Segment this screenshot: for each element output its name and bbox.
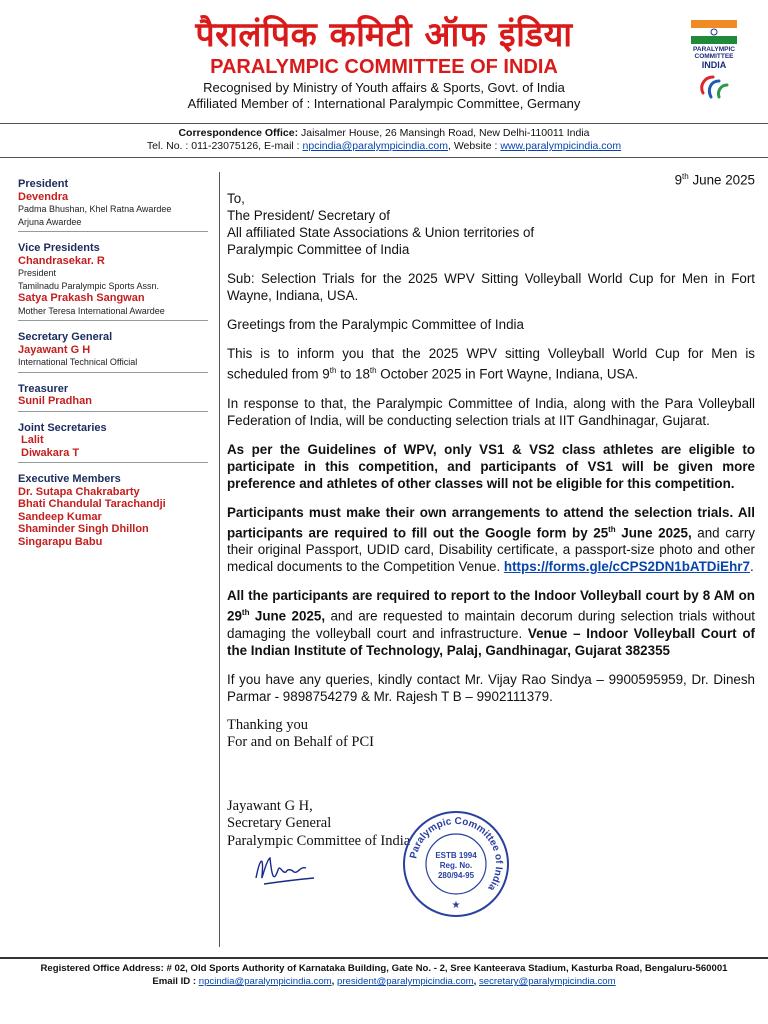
sidebar-divider <box>18 372 208 373</box>
executive-member: Singarapu Babu <box>18 535 103 548</box>
joint-secretary-name-1: Lalit <box>21 434 44 446</box>
sidebar-divider <box>18 320 208 321</box>
sidebar-divider <box>18 411 208 412</box>
paragraph-reporting: All the participants are required to report to the Indoor Volleyball court by 8 AM on 29th June 2025, and are requested to maintain decorum during selection trials without damaging the volleyball court and infrastructure. Venue – Indoor Volleyball Court of the Indian Institute of Technology, Palaj, Gandhinagar, Gujarat 382355 <box>227 588 755 658</box>
seal-reg: Reg. No. <box>439 861 473 870</box>
paragraph-schedule: This is to inform you that the 2025 WPV sitting Volleyball World Cup for Men is scheduled from 9th to 18th October 2025 in Fort Wayne, Indiana, USA. <box>227 346 755 382</box>
president-name: Devendra <box>18 190 69 203</box>
executive-member: Sandeep Kumar <box>18 510 102 523</box>
header-divider <box>0 123 768 124</box>
vice-president-1-role: President <box>18 268 57 278</box>
correspondence-address <box>0 127 768 140</box>
vice-president-name-1: Chandrasekar. R <box>18 254 105 267</box>
affiliation-line: Affiliated Member of : International Paralympic Committee, Germany <box>187 96 581 111</box>
secretary-general-name: Jayawant G H <box>18 343 91 356</box>
joint-secretaries-heading: Joint Secretaries <box>18 421 107 434</box>
venue-text: Venue – Indoor Volleyball Court of the Indian Institute of Technology, Palaj, Gandhinagar, Gujarat 382355 <box>227 625 755 658</box>
footer-email-link-1[interactable]: npcindia@paralympicindia.com <box>198 976 332 987</box>
executive-members-heading: Executive Members <box>18 473 121 485</box>
correspondence-contact <box>0 140 768 153</box>
footer-email-link-3[interactable]: secretary@paralympicindia.com <box>479 976 616 987</box>
president-heading: President <box>18 178 69 190</box>
paragraph-eligibility: As per the Guidelines of WPV, only VS1 & VS2 class athletes are eligible to participate in this competition, and participants of VS1 will be given more preference and athletes of other classes will not be eligible for this competition. <box>227 441 755 491</box>
recognition-line: Recognised by Ministry of Youth affairs & Sports, Govt. of India <box>203 80 565 95</box>
header-title-hindi: पैरालंपिक कमिटी ऑफ इंडिया <box>195 15 573 55</box>
executive-member: Dr. Sutapa Chakrabarty <box>18 485 140 498</box>
signatory-org: Paralympic Committee of India <box>227 832 411 849</box>
office-bearers-sidebar <box>18 178 214 558</box>
website-link[interactable]: www.paralympicindia.com <box>500 140 622 152</box>
recipient-line-2: All affiliated State Associations & Union territories of <box>227 225 535 241</box>
secretary-general-heading: Secretary General <box>18 331 113 343</box>
seal-ring-text: Paralympic Committee of India <box>408 815 505 893</box>
recipient-line-1: The President/ Secretary of <box>227 208 390 224</box>
closing-behalf: For and on Behalf of PCI <box>227 734 374 751</box>
seal-estb: ESTB 1994 <box>435 851 477 860</box>
correspondence-address-text: Jaisalmer House, 26 Mansingh Road, New Delhi-110011 India <box>298 127 590 139</box>
subject-line: Sub: Selection Trials for the 2025 WPV Sitting Volleyball World Cup for Men in Fort Wayne, Indiana, USA. <box>227 271 755 304</box>
agitos-icon <box>697 73 731 99</box>
footer <box>0 962 768 988</box>
recipient-block <box>227 190 755 258</box>
letter-date: 9th June 2025 <box>674 172 755 188</box>
footer-divider <box>0 957 768 959</box>
signatory-name: Jayawant G H, <box>227 797 313 814</box>
footer-emails: Email ID : npcindia@paralympicindia.com, president@paralympicindia.com, secretary@paralympicindia.com <box>152 976 616 987</box>
seal-star-icon: ★ <box>451 900 461 911</box>
secretary-general-role: International Technical Official <box>18 357 138 367</box>
signature-image <box>248 848 328 893</box>
correspondence-divider <box>0 157 768 158</box>
correspondence-label: Correspondence Office: <box>178 127 299 139</box>
tel-text: Tel. No. : 011-23075126, E-mail : <box>146 140 303 152</box>
email-link[interactable]: npcindia@paralympicindia.com <box>302 140 448 152</box>
president-award-1: Padma Bhushan, Khel Ratna Awardee <box>18 204 172 214</box>
sidebar-divider <box>18 462 208 463</box>
greeting: Greetings from the Paralympic Committee of India <box>227 317 524 333</box>
india-flag-icon <box>691 20 737 44</box>
president-award-2: Arjuna Awardee <box>18 216 82 227</box>
vice-president-name-2: Satya Prakash Sangwan <box>18 292 145 304</box>
logo-text-3: INDIA <box>701 60 727 70</box>
signatory-title: Secretary General <box>227 815 332 832</box>
treasurer-name: Sunil Pradhan <box>18 395 92 407</box>
letter-body <box>227 168 755 850</box>
header-title: PARALYMPIC COMMITTEE OF INDIA <box>210 56 558 78</box>
logo-text-1: PARALYMPIC <box>693 46 735 53</box>
website-label: , Website : <box>448 140 501 152</box>
treasurer-heading: Treasurer <box>18 382 69 395</box>
executive-member: Shaminder Singh Dhillon <box>18 523 149 535</box>
registered-office: Registered Office Address: # 02, Old Sports Authority of Karnataka Building, Gate No. - 2, Sree Kanteerava Stadium, Kasturba Road, Bengaluru-560001 <box>40 963 728 974</box>
paragraph-contacts: If you have any queries, kindly contact Mr. Vijay Rao Sindya – 9900595959, Dr. Dinesh Parmar - 9898754279 & Mr. Rajesh T B – 9902111379. <box>227 671 755 704</box>
logo-text-2: COMMITTEE <box>694 53 734 60</box>
recipient-line-3: Paralympic Committee of India <box>227 242 410 258</box>
footer-email-link-2[interactable]: president@paralympicindia.com <box>337 976 474 987</box>
sidebar-vertical-divider <box>219 172 220 947</box>
seal-regno: 280/94-95 <box>437 871 475 880</box>
joint-secretary-name-2: Diwakara T <box>21 446 80 459</box>
closing-thanks: Thanking you <box>227 716 308 733</box>
paragraph-trials: In response to that, the Paralympic Committee of India, along with the Para Volleyball Federation of India, will be conducting selection trials at IIT Gandhinagar, Gujarat. <box>227 395 755 428</box>
sidebar-divider <box>18 231 208 232</box>
official-seal <box>400 808 512 920</box>
vice-president-1-org: Tamilnadu Paralympic Sports Assn. <box>18 280 160 291</box>
google-form-link[interactable]: https://forms.gle/cCPS2DN1bATDiEhr7 <box>503 559 750 575</box>
vice-president-2-award: Mother Teresa International Awardee <box>18 305 165 316</box>
paragraph-registration: Participants must make their own arrangements to attend the selection trials. All participants are required to fill out the Google form by 25th June 2025, and carry their original Passport, UDID card, Disability certificate, a passport-size photo and other medical documents to the Competition Venue. https://forms.gle/cCPS2DN1bATDiEhr7. <box>227 504 755 575</box>
vice-presidents-heading: Vice Presidents <box>18 242 100 254</box>
pci-logo <box>688 20 740 112</box>
executive-member: Bhati Chandulal Tarachandji <box>18 498 166 510</box>
salutation-to: To, <box>227 191 245 207</box>
